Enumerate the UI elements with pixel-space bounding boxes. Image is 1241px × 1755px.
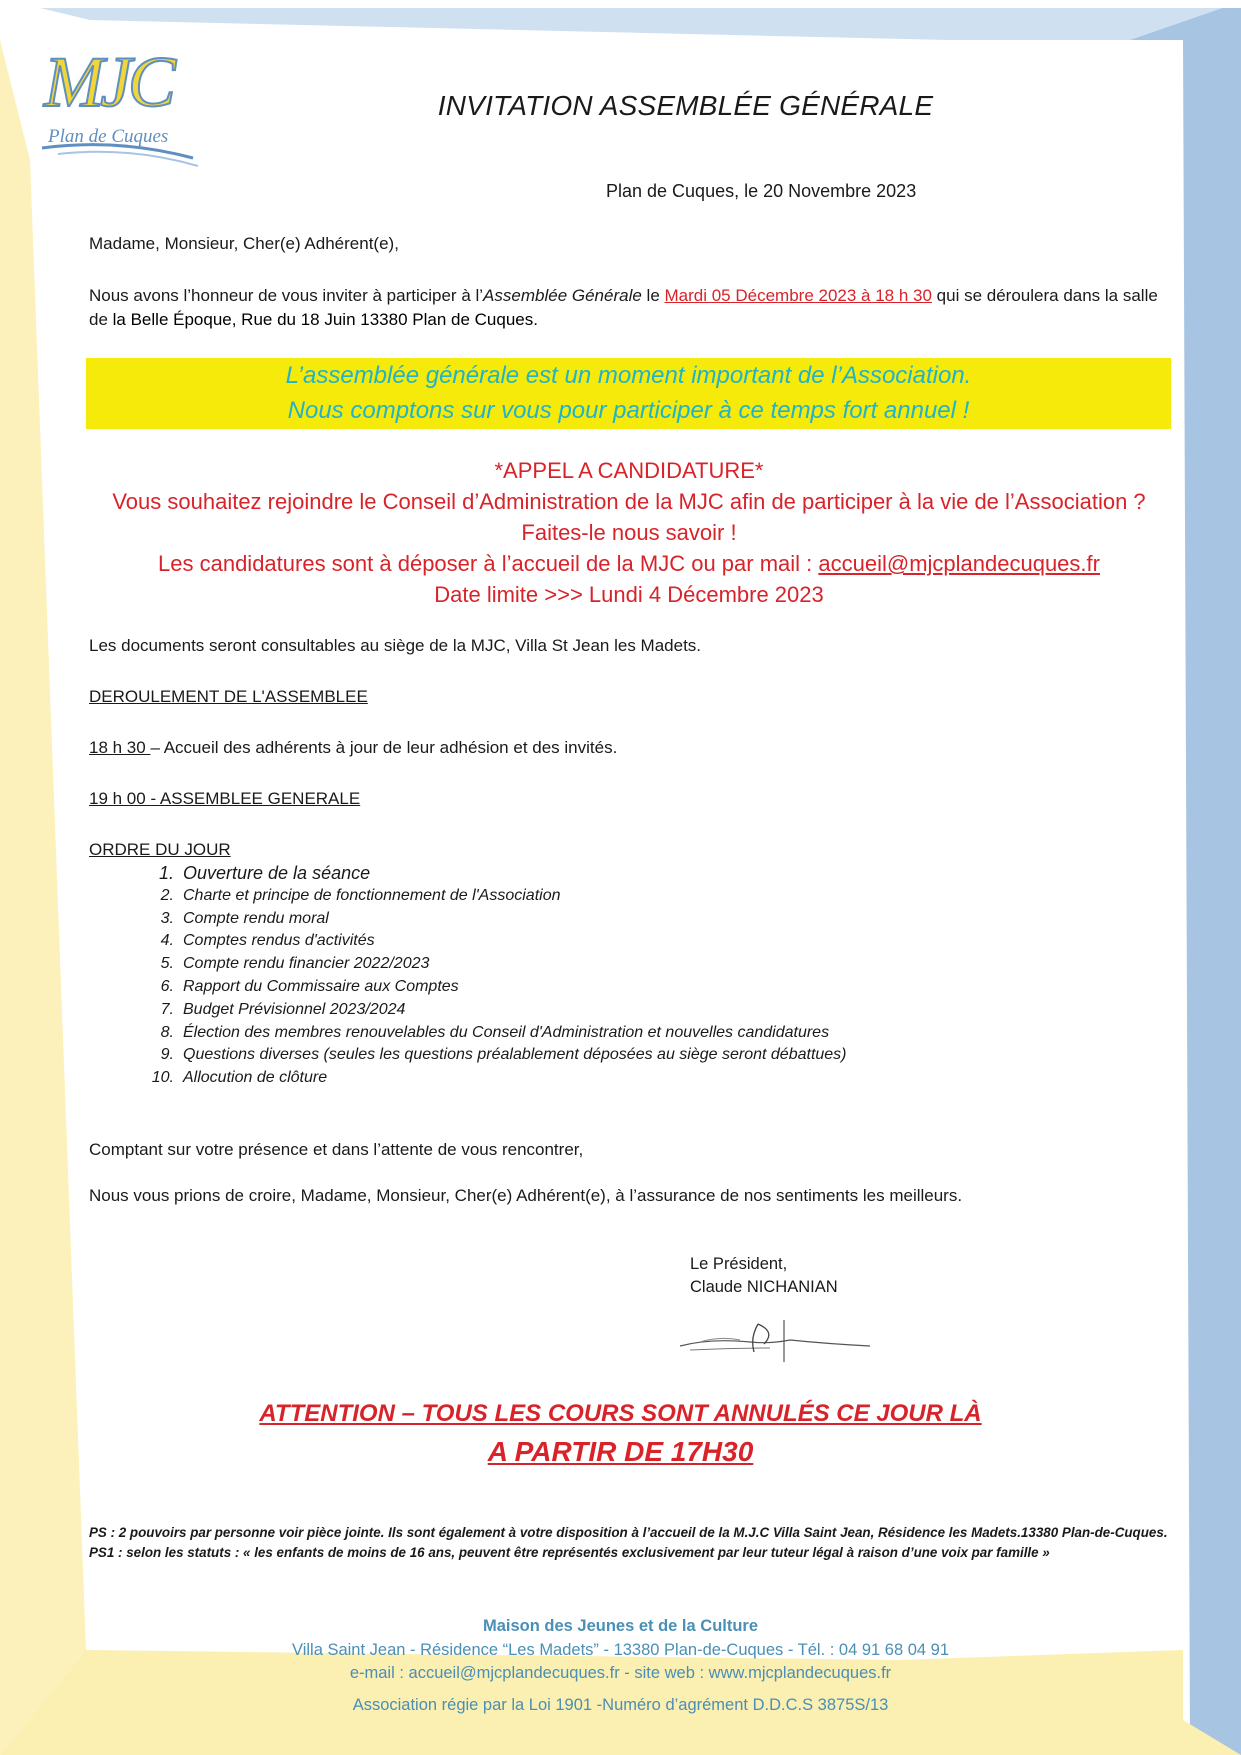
appel-line-3: Les candidatures sont à déposer à l’accueil de la MJC ou par mail : accueil@mjcplandecuques.fr [158, 551, 1100, 576]
documents-note: Les documents seront consultables au siège de la MJC, Villa St Jean les Madets. [89, 636, 702, 655]
ordre-item-number: 1. [158, 863, 174, 883]
event-date: Mardi 05 Décembre 2023 à 18 h 30 [664, 286, 932, 305]
ordre-item [134, 976, 847, 999]
deroulement-heading: DEROULEMENT DE L'ASSEMBLEE [89, 687, 368, 706]
closing-line-1: Comptant sur votre présence et dans l’attente de vous rencontrer, [89, 1140, 584, 1159]
ordre-item-text: Ouverture de la séance [183, 863, 371, 883]
attention-line-2: A PARTIR DE 17H30 [487, 1436, 754, 1467]
attention-line-1: ATTENTION – TOUS LES COURS SONT ANNULÉS CE JOUR LÀ [259, 1400, 982, 1427]
ordre-item-number: 5. [160, 955, 174, 973]
signature-image [680, 1318, 870, 1364]
ordre-item-number: 6. [160, 977, 174, 995]
ordre-item [134, 999, 847, 1022]
footer-address: Villa Saint Jean - Résidence “Les Madets” - 13380 Plan-de-Cuques - Tél. : 04 91 68 04 91 [291, 1641, 950, 1659]
footer-legal: Association régie par la Loi 1901 -Numéro d’agrément D.D.C.S 3875S/13 [352, 1696, 889, 1714]
ordre-item-text: Compte rendu moral [183, 909, 329, 927]
signatory-block [690, 1253, 838, 1299]
logo-subtitle: Plan de Cuques [48, 126, 169, 147]
ordre-du-jour-list [134, 862, 847, 1090]
ordre-item-text: Rapport du Commissaire aux Comptes [183, 977, 459, 995]
ordre-item-text: Questions diverses (seules les questions préalablement déposées au siège seront débattues) [183, 1046, 847, 1064]
ordre-item-number: 8. [160, 1023, 174, 1041]
event-name: Assemblée Générale [483, 286, 642, 305]
logo-letters: MJC [44, 42, 172, 122]
ps1-note: PS1 : selon les statuts : « les enfants de moins de 16 ans, peuvent être représentés exclusivement par leur tuteur légal à raison d’une voix par famille » [89, 1545, 1050, 1560]
ag-heading: 19 h 00 - ASSEMBLEE GENERALE [89, 789, 361, 808]
event-venue: la Belle Époque, Rue du 18 Juin 13380 Plan de Cuques. [112, 310, 538, 329]
salutation: Madame, Monsieur, Cher(e) Adhérent(e), [89, 234, 399, 253]
closing-line-2: Nous vous prions de croire, Madame, Monsieur, Cher(e) Adhérent(e), à l’assurance de nos sentiments les meilleurs. [89, 1186, 963, 1205]
place-date: Plan de Cuques, le 20 Novembre 2023 [606, 181, 917, 201]
ordre-item [134, 1044, 847, 1067]
ordre-item [134, 908, 847, 931]
frame-blue-top [40, 8, 1222, 44]
appel-line-1: Vous souhaitez rejoindre le Conseil d’Administration de la MJC afin de participer à la vie de l’Association ? [112, 489, 1146, 514]
banner-line-2: Nous comptons sur vous pour participer à ce temps fort annuel ! [287, 397, 970, 424]
ordre-item [134, 885, 847, 908]
ordre-item-text: Budget Prévisionnel 2023/2024 [183, 1000, 406, 1018]
ordre-item-text: Élection des membres renouvelables du Conseil d'Administration et nouvelles candidatures [183, 1023, 830, 1041]
accueil-line: 18 h 30 – Accueil des adhérents à jour de leur adhésion et des invités. [89, 738, 618, 757]
ordre-item-number: 7. [160, 1000, 174, 1018]
signatory-role: Le Président, [690, 1255, 788, 1273]
invitation-paragraph: Nous avons l’honneur de vous inviter à participer à l’Assemblée Générale le Mardi 05 Décembre 2023 à 18 h 30 qui se déroulera dans la salle de la Belle Époque, Rue du 18 Juin 13380 Plan de Cuques. [89, 286, 1158, 329]
ordre-item-text: Charte et principe de fonctionnement de l'Association [183, 886, 561, 904]
ordre-item-number: 3. [160, 909, 174, 927]
ordre-item [134, 862, 847, 885]
signatory-name: Claude NICHANIAN [690, 1278, 838, 1296]
appel-heading: *APPEL A CANDIDATURE* [494, 458, 764, 483]
banner-line-1: L’assemblée générale est un moment important de l’Association. [285, 362, 972, 389]
ordre-item-number: 2. [160, 886, 174, 904]
appel-email-link[interactable]: accueil@mjcplandecuques.fr [818, 551, 1100, 576]
ordre-item-number: 4. [160, 932, 174, 950]
ordre-item-text: Compte rendu financier 2022/2023 [183, 955, 430, 973]
ps-note: PS : 2 pouvoirs par personne voir pièce jointe. Ils sont également à votre disposition à l’accueil de la M.J.C Villa Saint Jean, Résidence les Madets.13380 Plan-de-Cuques. [89, 1525, 1168, 1540]
ordre-item-number: 10. [151, 1069, 174, 1087]
ordre-item [134, 1022, 847, 1045]
footer-contact: e-mail : accueil@mjcplandecuques.fr - site web : www.mjcplandecuques.fr [349, 1664, 892, 1682]
document-title: INVITATION ASSEMBLÉE GÉNÉRALE [437, 90, 934, 121]
ordre-heading: ORDRE DU JOUR [89, 840, 231, 859]
ordre-item [134, 1067, 847, 1090]
ordre-item-text: Allocution de clôture [183, 1069, 328, 1087]
footer-org: Maison des Jeunes et de la Culture [482, 1617, 759, 1635]
appel-deadline: Date limite >>> Lundi 4 Décembre 2023 [434, 582, 824, 607]
ordre-item-number: 9. [160, 1046, 174, 1064]
postscript-block [89, 1523, 1169, 1563]
ordre-item [134, 953, 847, 976]
appel-line-2: Faites-le nous savoir ! [521, 520, 737, 545]
call-for-candidates [89, 455, 1169, 610]
ordre-item-text: Comptes rendus d'activités [183, 932, 375, 950]
highlight-banner [86, 358, 1171, 429]
ordre-item [134, 930, 847, 953]
